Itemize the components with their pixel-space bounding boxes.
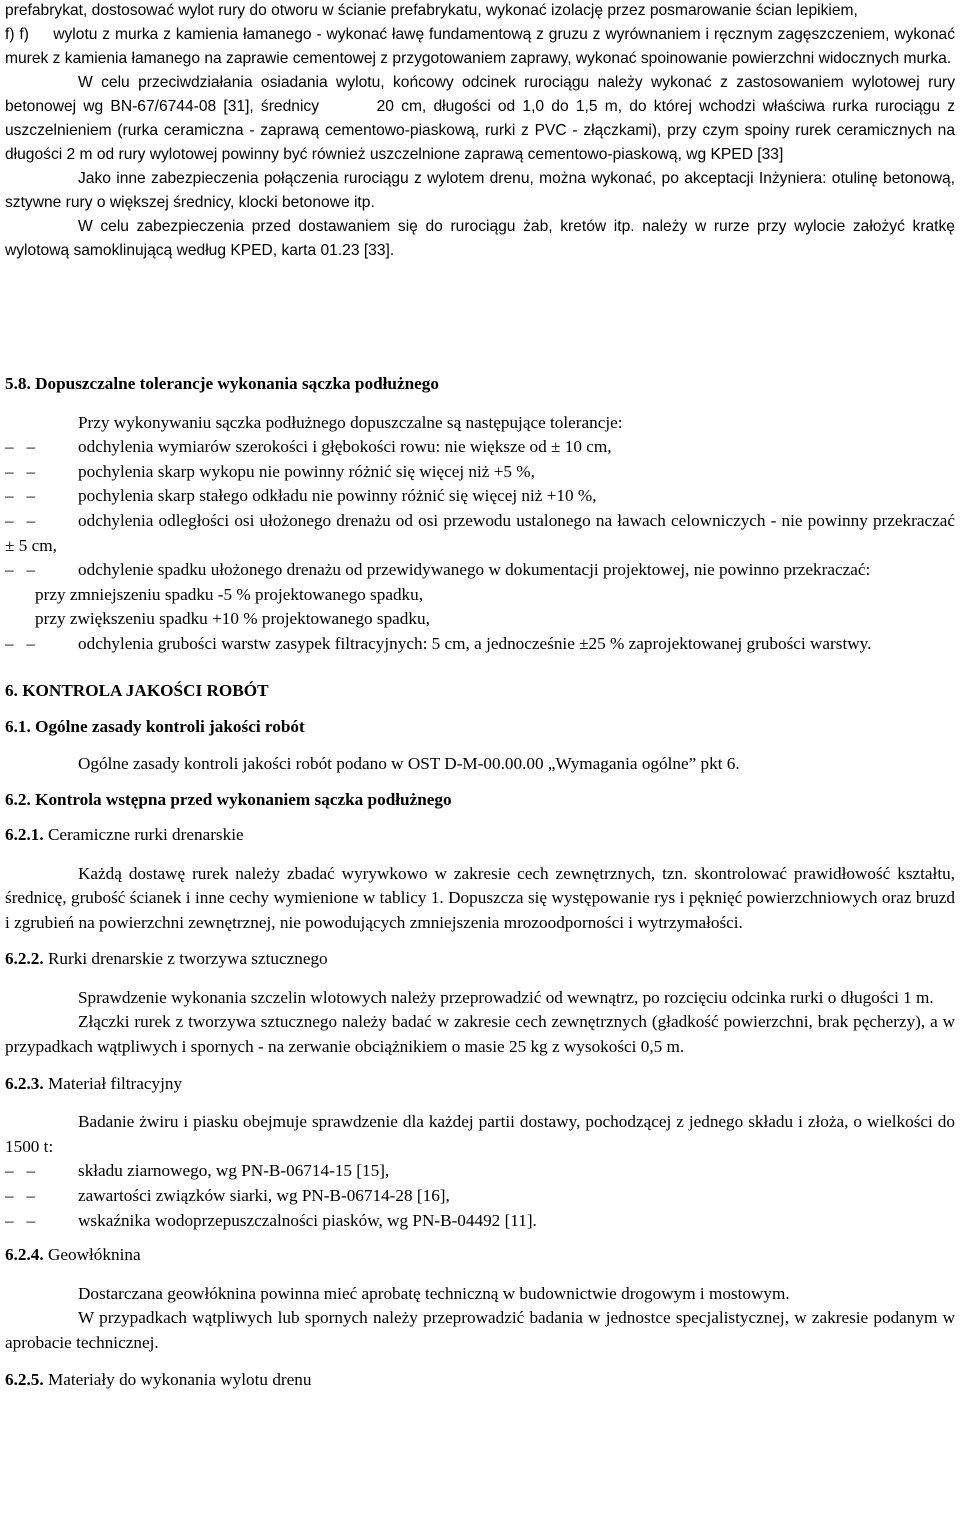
heading-6-2-2 [5, 947, 955, 972]
heading-5-8 [5, 372, 955, 397]
list-item [5, 1209, 955, 1234]
dash-marker: – – [5, 510, 36, 530]
paragraph-6-2-2-a: Sprawdzenie wykonania szczelin wlotowych należy przeprowadzić od wewnątrz, po rozcięciu odcinka rurki o długości 1 m. [78, 987, 934, 1007]
heading-6-2-4 [5, 1243, 955, 1268]
heading-6-2-1-number: 6.2.1. [5, 824, 44, 844]
heading-5-8-number: 5.8. [5, 374, 31, 393]
serif-section [5, 372, 955, 1392]
sub-item: przy zwiększeniu spadku +10 % projektowanego spadku, [35, 609, 430, 629]
heading-6-2-5 [5, 1368, 955, 1393]
list-item-text: składu ziarnowego, wg PN-B-06714-15 [15], [78, 1161, 390, 1181]
heading-6-2-2-title: Rurki drenarskie z tworzywa sztucznego [47, 949, 328, 969]
paragraph-6-2-1: Każdą dostawę rurek należy zbadać wyrywkowo w zakresie cech zewnętrznych, tzn. skontrolować prawidłowość kształtu, średnicę, grubość ścianek i inne cechy wymienione w tablicy 1. Dopuszcza się występowanie rys i pęknięć powierzchniowych oraz bruzd i zgrubień na powierzchni zewnętrznej, nie powodujących zmniejszenia mrozoodporności i wytrzymałości. [5, 863, 955, 932]
list-item-text: odchylenia odległości osi ułożonego drenażu od osi przewodu ustalonego na ławach celowniczych - nie powinny przekraczać ± 5 cm, [5, 510, 955, 555]
heading-6-2-1 [5, 823, 955, 848]
list-item-text: odchylenie spadku ułożonego drenażu od przewidywanego w dokumentacji projektowej, nie powinno przekraczać: [78, 560, 871, 580]
list-item [5, 558, 955, 583]
heading-6-2-4-number: 6.2.4. [5, 1245, 44, 1265]
dash-marker: – – [5, 633, 36, 653]
heading-6-2-2-number: 6.2.2. [5, 949, 44, 969]
sans-section [5, 0, 960, 263]
list-item [5, 1159, 955, 1184]
list-item [5, 435, 955, 460]
dash-marker: – – [5, 560, 36, 580]
list-item [5, 509, 955, 558]
dash-marker: – – [5, 1186, 36, 1206]
heading-6: 6. KONTROLA JAKOŚCI ROBÓT [5, 680, 269, 700]
paragraph-6-2-3: Badanie żwiru i piasku obejmuje sprawdzenie dla każdej partii dostawy, pochodzącej z jednego składu i złoża, o wielkości do 1500 t: [5, 1112, 955, 1156]
list-item-text: odchylenia wymiarów szerokości i głębokości rowu: nie większe od ± 10 cm, [78, 437, 612, 457]
list-item-text: pochylenia skarp stałego odkładu nie powinny różnić się więcej niż +10 %, [78, 486, 597, 506]
paragraph-zabezpieczenia: Jako inne zabezpieczenia połączenia rurociągu z wylotem drenu, można wykonać, po akceptacji Inżyniera: otulinę betonową, sztywne rury o większej średnicy, klocki betonowe itp. [5, 170, 955, 211]
dash-marker: – – [5, 486, 36, 506]
heading-6-1: 6.1. Ogólne zasady kontroli jakości robót [5, 717, 305, 737]
paragraph-osiadanie: W celu przeciwdziałania osiadania wylotu, końcowy odcinek rurociągu należy wykonać z zastosowaniem wylotowej rury betonowej wg BN-67/6744-08 [31], średnicy 20 cm, długości od 1,0 do 1,5 m, do której wchodzi właściwa rurka rurociągu z uszczelnieniem (rurka ceramiczna - zaprawą cementowo-piaskową, rurki z PVC - złączkami), przy czym spoiny rurek ceramicznych na długości 2 m od rury wylotowej powinny być również uszczelnione zaprawą cementowo-piaskową, wg KPED [33] [5, 74, 960, 163]
heading-6-2-3 [5, 1072, 955, 1097]
dash-marker: – – [5, 1210, 36, 1230]
list-item [5, 632, 955, 657]
dash-marker: – – [5, 461, 36, 481]
dash-marker: – – [5, 437, 36, 457]
intro-line-1: prefabrykat, dostosować wylot rury do otworu w ścianie prefabrykatu, wykonać izolację przez posmarowanie ścian lepikiem, [5, 2, 858, 19]
intro-item-f: f) f) wylotu z murka z kamienia łamanego - wykonać ławę fundamentową z gruzu z wyrównaniem i ręcznym zagęszczeniem, wykonać murek z kamienia łamanego na zaprawie cementowej z przygotowaniem zaprawy, wykonać spoinowanie powierzchni widocznych murka. [5, 26, 960, 67]
list-item-text: pochylenia skarp wykopu nie powinny różnić się więcej niż +5 %, [78, 461, 535, 481]
paragraph-kratka: W celu zabezpieczenia przed dostawaniem się do rurociągu żab, kretów itp. należy w rurze przy wylocie założyć kratkę wylotową samoklinującą według KPED, karta 01.23 [33]. [5, 218, 955, 259]
heading-6-2-3-number: 6.2.3. [5, 1073, 44, 1093]
list-item-text: zawartości związków siarki, wg PN-B-06714-28 [16], [78, 1186, 450, 1206]
list-item [5, 460, 955, 485]
list-item [5, 1184, 955, 1209]
paragraph-6-1: Ogólne zasady kontroli jakości robót podano w OST D-M-00.00.00 „Wymagania ogólne” pkt 6. [78, 753, 740, 773]
heading-6-2-5-title: Materiały do wykonania wylotu drenu [47, 1369, 312, 1389]
heading-6-2: 6.2. Kontrola wstępna przed wykonaniem sączka podłużnego [5, 790, 452, 810]
paragraph-6-2-4-a: Dostarczana geowłóknina powinna mieć aprobatę techniczną w budownictwie drogowym i mostowym. [78, 1283, 790, 1303]
list-item [5, 484, 955, 509]
paragraph-6-2-2-b: Złączki rurek z tworzywa sztucznego należy badać w zakresie cech zewnętrznych (gładkość powierzchni, brak pęcherzy), a w przypadkach wątpliwych i spornych - na zerwanie obciążnikiem o masie 25 kg z wysokości 0,5 m. [5, 1012, 955, 1057]
list-item-text: wskaźnika wodoprzepuszczalności piasków, wg PN-B-04492 [11]. [78, 1210, 537, 1230]
dash-marker: – – [5, 1161, 36, 1181]
list-item-text: odchylenia grubości warstw zasypek filtracyjnych: 5 cm, a jednocześnie ±25 % zaprojektowanej grubości warstwy. [78, 633, 872, 653]
heading-6-2-5-number: 6.2.5. [5, 1369, 44, 1389]
paragraph-6-2-4-b: W przypadkach wątpliwych lub spornych należy przeprowadzić badania w jednostce specjalistycznej, w zakresie podanym w aprobacie technicznej. [5, 1308, 955, 1352]
heading-6-2-3-title: Materiał filtracyjny [47, 1073, 183, 1093]
heading-6-2-4-title: Geowłóknina [47, 1245, 141, 1265]
tolerances-intro: Przy wykonywaniu sączka podłużnego dopuszczalne są następujące tolerancje: [78, 412, 623, 432]
sub-item: przy zmniejszeniu spadku -5 % projektowanego spadku, [35, 584, 424, 604]
heading-5-8-title: Dopuszczalne tolerancje wykonania sączka podłużnego [35, 374, 439, 393]
heading-6-2-1-title: Ceramiczne rurki drenarskie [47, 824, 244, 844]
